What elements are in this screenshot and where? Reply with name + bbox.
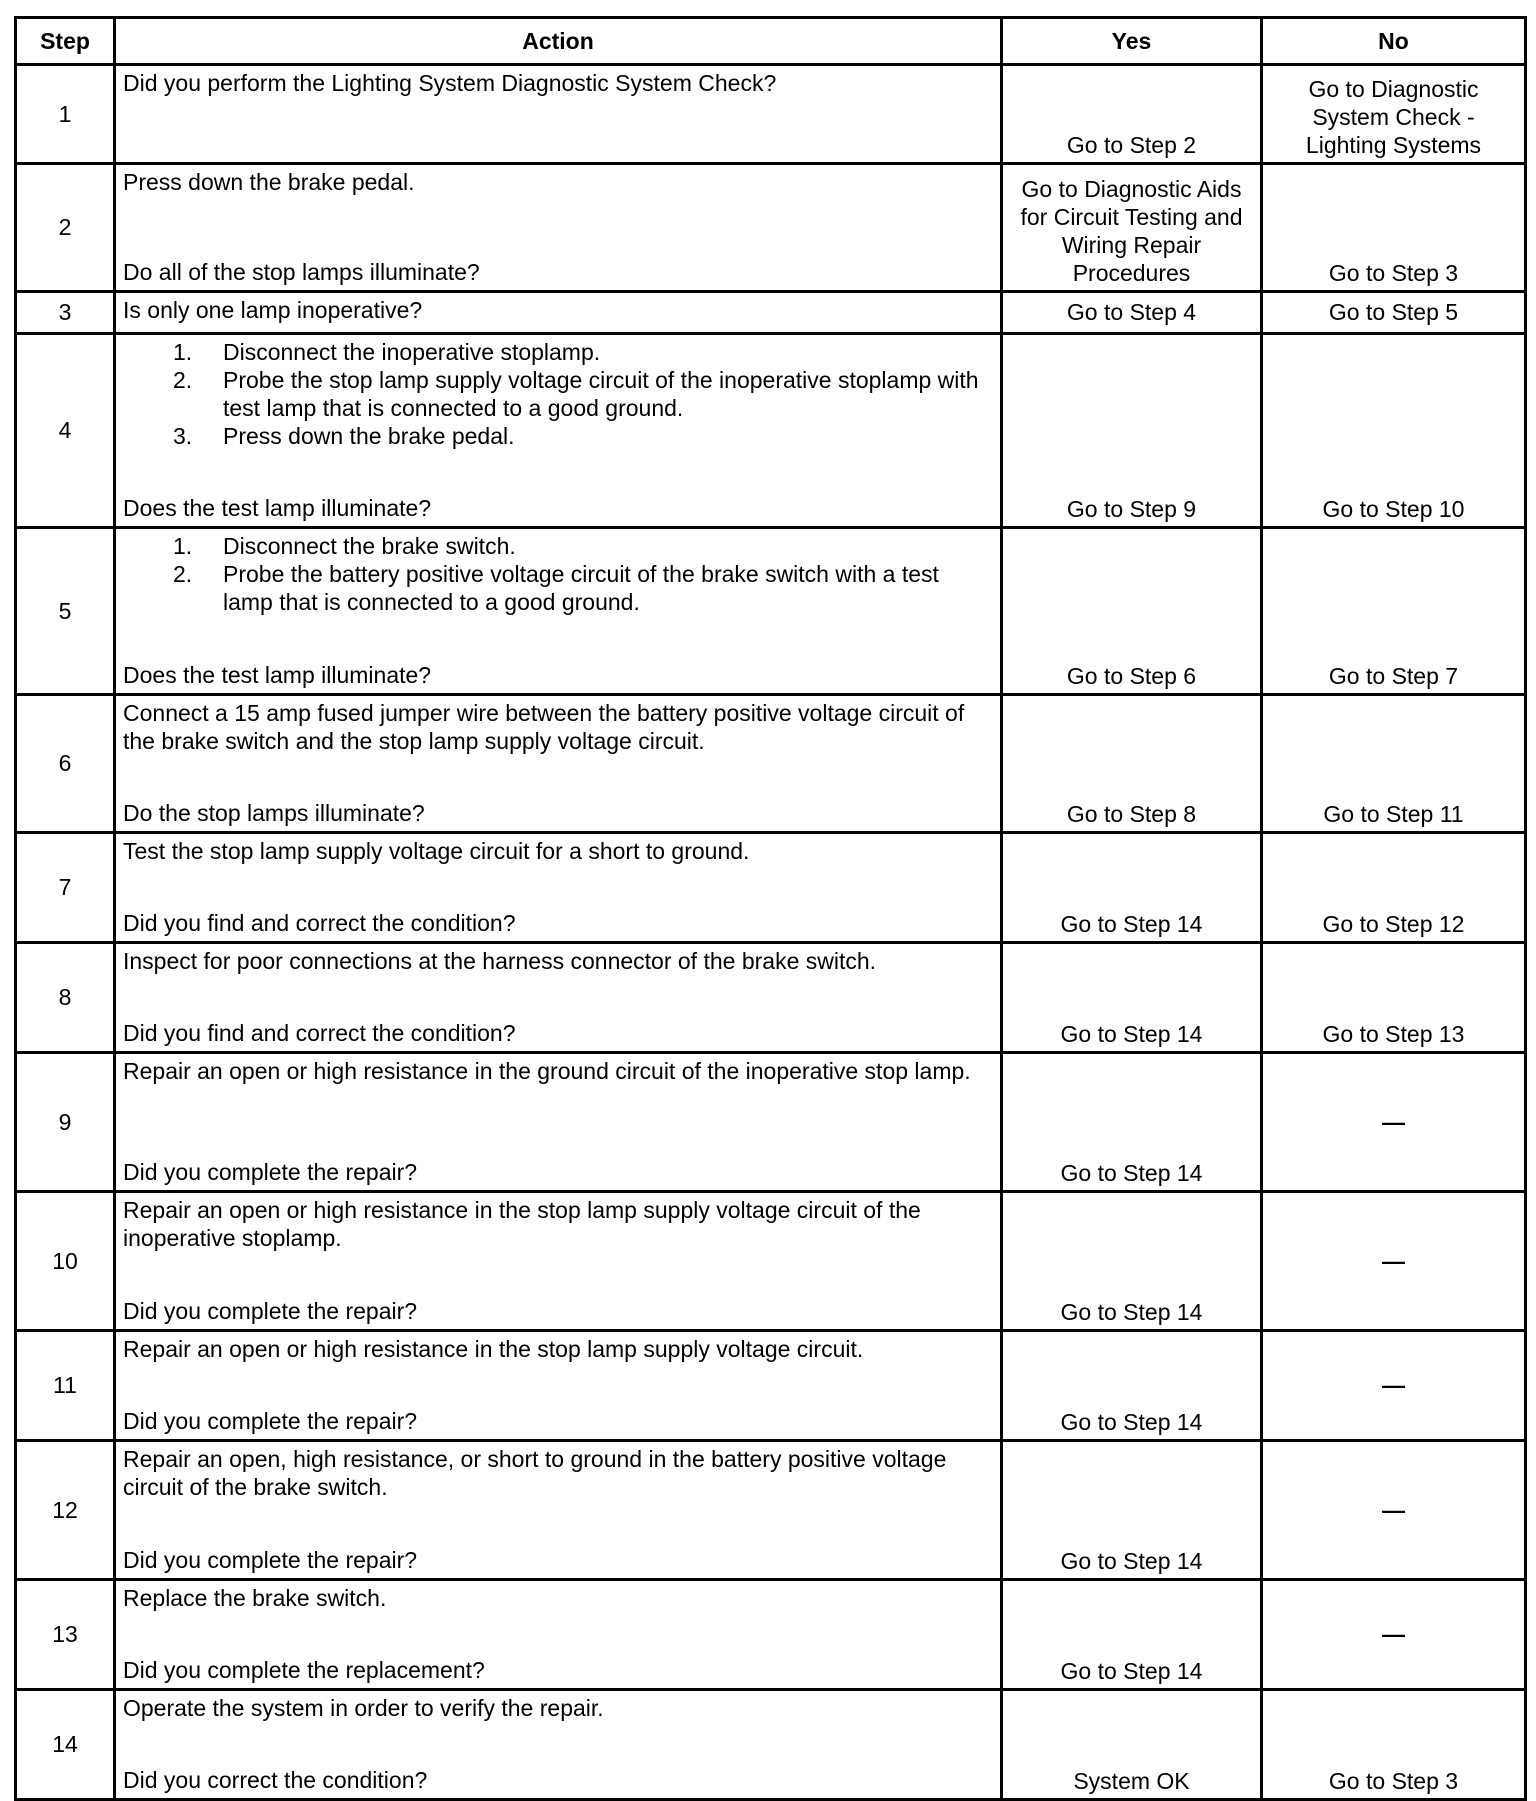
action-instruction: Connect a 15 amp fused jumper wire between the battery positive voltage circuit of the brake switch and the stop lamp supply voltage circuit. [123,700,965,755]
yes-result: Go to Step 6 [1002,528,1262,695]
action-question: Does the test lamp illuminate? [123,494,432,521]
procedure-item [123,532,993,560]
no-result: Go to Step 11 [1262,695,1526,833]
yes-result: Go to Step 14 [1002,1441,1262,1580]
table-row [16,334,1526,528]
step-number: 9 [16,1053,115,1192]
action-question: Did you find and correct the condition? [123,1019,516,1046]
table-row [16,528,1526,695]
table-row [16,1441,1526,1580]
no-result: Go to Step 13 [1262,943,1526,1053]
yes-result: Go to Step 4 [1002,292,1262,334]
action-question: Do all of the stop lamps illuminate? [123,258,480,285]
table-row [16,1192,1526,1331]
procedure-list [123,338,993,450]
action-instruction: Operate the system in order to verify the repair. [123,1695,604,1721]
no-result: Go to Step 3 [1262,1690,1526,1800]
table-row [16,833,1526,943]
table-row [16,65,1526,164]
action-question: Do the stop lamps illuminate? [123,799,425,826]
action-question: Did you complete the repair? [123,1297,418,1324]
action-instruction: Replace the brake switch. [123,1585,387,1611]
table-row [16,1331,1526,1441]
yes-result: System OK [1002,1690,1262,1800]
step-number: 8 [16,943,115,1053]
table-body [16,65,1526,1800]
action-instruction: Repair an open or high resistance in the ground circuit of the inoperative stop lamp. [123,1058,971,1084]
yes-result: Go to Step 14 [1002,943,1262,1053]
step-number: 2 [16,164,115,292]
table-row [16,1580,1526,1690]
yes-result: Go to Step 9 [1002,334,1262,528]
procedure-item-text: Probe the stop lamp supply voltage circuit of the inoperative stoplamp with test lamp that is connected to a good ground. [223,367,979,422]
header-step: Step [16,18,115,65]
step-number: 5 [16,528,115,695]
action-question: Did you correct the condition? [123,1766,428,1793]
no-result-empty [1262,1331,1526,1441]
no-result-empty [1262,1441,1526,1580]
yes-result: Go to Step 14 [1002,1580,1262,1690]
yes-result: Go to Step 14 [1002,1192,1262,1331]
no-result: Go to Step 3 [1262,164,1526,292]
step-number: 13 [16,1580,115,1690]
action-instruction: Repair an open, high resistance, or short to ground in the battery positive voltage circuit of the brake switch. [123,1446,947,1501]
action-question: Did you find and correct the condition? [123,909,516,936]
procedure-item [123,560,993,616]
action-question: Did you complete the repair? [123,1158,418,1185]
step-number: 14 [16,1690,115,1800]
step-number: 10 [16,1192,115,1331]
no-result-empty [1262,1053,1526,1192]
procedure-list [123,532,993,616]
procedure-item-text: Probe the battery positive voltage circuit of the brake switch with a test lamp that is connected to a good ground. [223,561,939,616]
no-result: Go to Step 7 [1262,528,1526,695]
yes-result: Go to Step 8 [1002,695,1262,833]
table-row [16,1053,1526,1192]
action-instruction: Did you perform the Lighting System Diagnostic System Check? [123,70,777,96]
no-result-empty [1262,1192,1526,1331]
step-number: 12 [16,1441,115,1580]
header-no: No [1262,18,1526,65]
procedure-item-text: Disconnect the inoperative stoplamp. [223,339,601,365]
no-result: Go to Step 12 [1262,833,1526,943]
action-question: Does the test lamp illuminate? [123,661,432,688]
header-row [16,18,1526,65]
step-number: 4 [16,334,115,528]
step-number: 1 [16,65,115,164]
action-cell [115,164,1002,292]
procedure-item [123,338,993,366]
procedure-item-number: 2. [173,367,193,394]
table-row [16,695,1526,833]
action-cell [115,1580,1002,1690]
diagnostic-table [14,16,1527,1801]
action-cell [115,943,1002,1053]
action-cell [115,334,1002,528]
action-cell [115,1053,1002,1192]
step-number: 11 [16,1331,115,1441]
action-instruction: Inspect for poor connections at the harness connector of the brake switch. [123,948,877,974]
procedure-item-number: 1. [173,533,193,559]
action-question: Did you complete the repair? [123,1407,418,1434]
action-instruction: Repair an open or high resistance in the stop lamp supply voltage circuit. [123,1336,864,1362]
action-cell [115,695,1002,833]
procedure-item-number: 1. [173,339,193,365]
action-question: Did you complete the replacement? [123,1656,485,1683]
table-row [16,164,1526,292]
procedure-item-text: Press down the brake pedal. [223,423,515,450]
table-row [16,292,1526,334]
yes-result: Go to Diagnostic Aids for Circuit Testing and Wiring Repair Procedures [1002,164,1262,292]
action-question: Did you complete the repair? [123,1546,418,1573]
action-instruction: Is only one lamp inoperative? [123,297,423,323]
action-cell [115,292,1002,334]
no-result: Go to Diagnostic System Check - Lighting Systems [1262,65,1526,164]
no-result: Go to Step 10 [1262,334,1526,528]
procedure-item-number: 2. [173,561,193,588]
procedure-item-number: 3. [173,423,193,450]
procedure-item-text: Disconnect the brake switch. [223,533,516,559]
yes-result: Go to Step 2 [1002,65,1262,164]
header-action: Action [115,18,1002,65]
no-result-empty [1262,1580,1526,1690]
step-number: 6 [16,695,115,833]
step-number: 7 [16,833,115,943]
action-cell [115,65,1002,164]
action-cell [115,1690,1002,1800]
yes-result: Go to Step 14 [1002,833,1262,943]
no-result: Go to Step 5 [1262,292,1526,334]
em-dash: — [1382,1372,1405,1399]
em-dash: — [1382,1496,1405,1523]
action-instruction: Press down the brake pedal. [123,169,415,195]
procedure-item [123,366,993,422]
table-row [16,1690,1526,1800]
action-cell [115,1331,1002,1441]
header-yes: Yes [1002,18,1262,65]
yes-result: Go to Step 14 [1002,1053,1262,1192]
action-instruction: Repair an open or high resistance in the stop lamp supply voltage circuit of the inoperative stoplamp. [123,1197,921,1252]
action-cell [115,528,1002,695]
em-dash: — [1382,1247,1405,1274]
step-number: 3 [16,292,115,334]
em-dash: — [1382,1621,1405,1648]
procedure-item [123,422,993,450]
yes-result: Go to Step 14 [1002,1331,1262,1441]
em-dash: — [1382,1108,1405,1135]
action-cell [115,833,1002,943]
action-instruction: Test the stop lamp supply voltage circuit for a short to ground. [123,838,750,864]
table-row [16,943,1526,1053]
action-cell [115,1441,1002,1580]
action-cell [115,1192,1002,1331]
